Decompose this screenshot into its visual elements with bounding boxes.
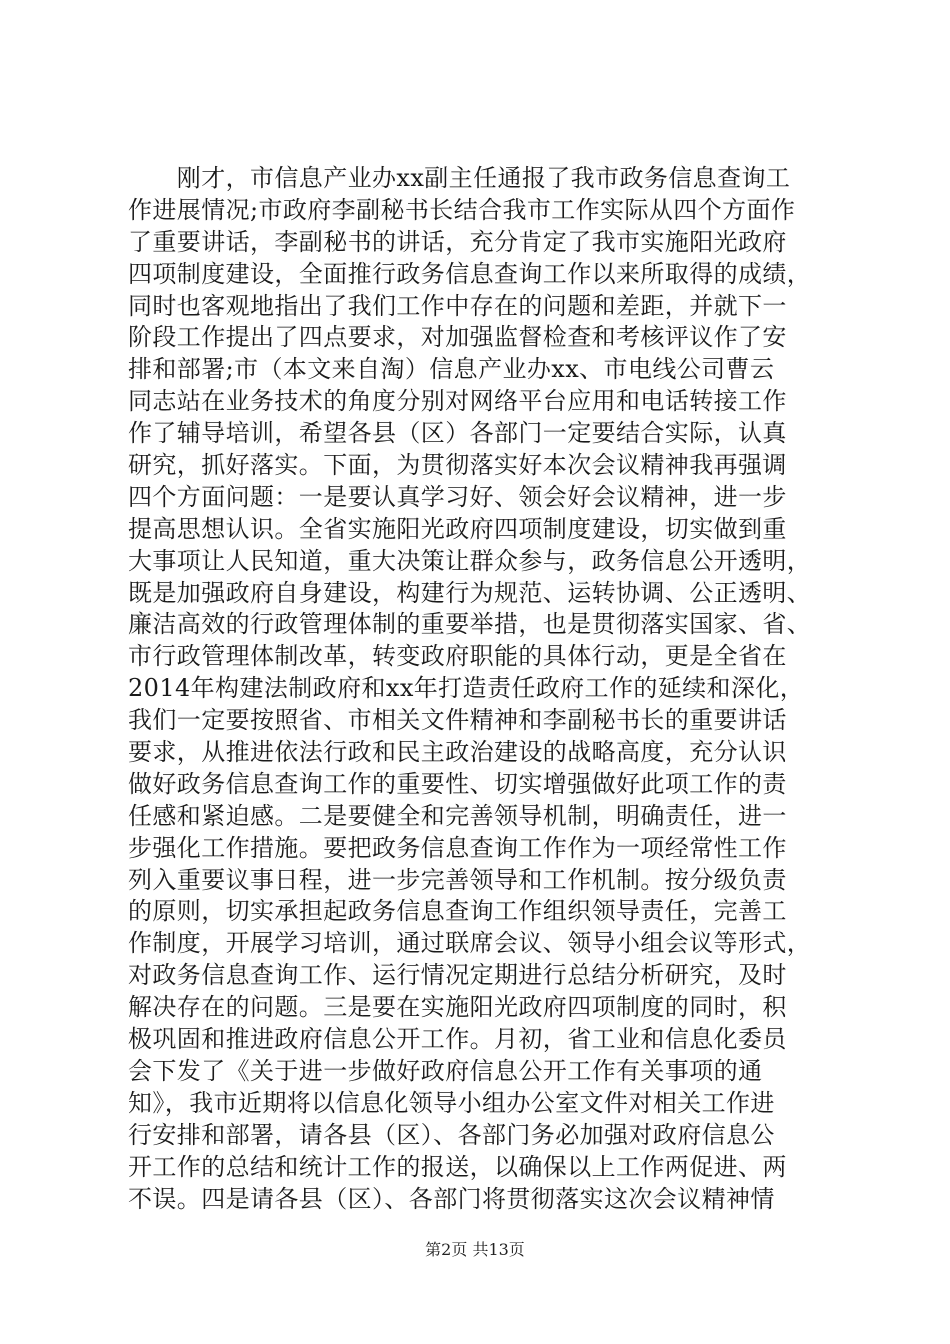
text-line: 行安排和部署，请各县（区）、各部门务必加强对政府信息公 <box>128 1120 775 1149</box>
text-line: 研究，抓好落实。下面，为贯彻落实好本次会议精神我再强调 <box>128 451 787 480</box>
text-line: 四个方面问题：一是要认真学习好、领会好会议精神，进一步 <box>128 482 787 511</box>
text-line: 排和部署;市（本文来自淘）信息产业办xx、市电线公司曹云 <box>128 355 775 384</box>
text-line: 要求，从推进依法行政和民主政治建设的战略高度，充分认识 <box>128 738 787 767</box>
text-line: 不误。四是请各县（区）、各部门将贯彻落实这次会议精神情 <box>128 1184 775 1213</box>
text-line: 作制度，开展学习培训，通过联席会议、领导小组会议等形式， <box>128 929 812 958</box>
text-line: 四项制度建设，全面推行政务信息查询工作以来所取得的成绩， <box>128 259 812 288</box>
text-line: 廉洁高效的行政管理体制的重要举措，也是贯彻落实国家、省、 <box>128 610 812 639</box>
text-line: 列入重要议事日程，进一步完善领导和工作机制。按分级负责 <box>128 865 787 894</box>
text-line: 提高思想认识。全省实施阳光政府四项制度建设，切实做到重 <box>128 514 787 543</box>
text-line: 刚才，市信息产业办xx副主任通报了我市政务信息查询工 <box>128 164 791 192</box>
text-line: 大事项让人民知道，重大决策让群众参与，政务信息公开透明， <box>128 546 812 575</box>
text-line: 阶段工作提出了四点要求，对加强监督检查和考核评议作了安 <box>128 323 787 352</box>
text-line: 对政务信息查询工作、运行情况定期进行总结分析研究，及时 <box>128 961 787 990</box>
text-line: 知》，我市近期将以信息化领导小组办公室文件对相关工作进 <box>128 1088 775 1117</box>
text-line: 步强化工作措施。要把政务信息查询工作作为一项经常性工作 <box>128 833 787 862</box>
text-line: 市行政管理体制改革，转变政府职能的具体行动，更是全省在 <box>128 642 787 671</box>
text-line: 作进展情况;市政府李副秘书长结合我市工作实际从四个方面作 <box>128 195 796 224</box>
text-line: 做好政务信息查询工作的重要性、切实增强做好此项工作的责 <box>128 769 787 798</box>
text-line: 2014年构建法制政府和xx年打造责任政府工作的延续和深化， <box>128 674 805 703</box>
text-line: 我们一定要按照省、市相关文件精神和李副秘书长的重要讲话 <box>128 706 787 735</box>
text-line: 任感和紧迫感。二是要健全和完善领导机制，明确责任，进一 <box>128 801 787 830</box>
text-line: 极巩固和推进政府信息公开工作。月初，省工业和信息化委员 <box>128 1025 787 1054</box>
page-number-footer: 第2页 共13页 <box>425 1240 525 1259</box>
text-line: 了重要讲话，李副秘书的讲话，充分肯定了我市实施阳光政府 <box>128 227 787 256</box>
text-line: 同时也客观地指出了我们工作中存在的问题和差距，并就下一 <box>128 291 787 320</box>
text-line: 同志站在业务技术的角度分别对网络平台应用和电话转接工作 <box>128 387 787 416</box>
text-line: 会下发了《关于进一步做好政府信息公开工作有关事项的通 <box>128 1056 763 1085</box>
body-paragraph <box>128 163 832 1215</box>
text-line: 既是加强政府自身建设，构建行为规范、运转协调、公正透明、 <box>128 578 812 607</box>
text-line: 的原则，切实承担起政务信息查询工作组织领导责任，完善工 <box>128 897 787 926</box>
text-line: 作了辅导培训，希望各县（区）各部门一定要结合实际，认真 <box>128 419 787 448</box>
text-line: 解决存在的问题。三是要在实施阳光政府四项制度的同时，积 <box>128 993 787 1022</box>
text-line: 开工作的总结和统计工作的报送，以确保以上工作两促进、两 <box>128 1152 787 1181</box>
